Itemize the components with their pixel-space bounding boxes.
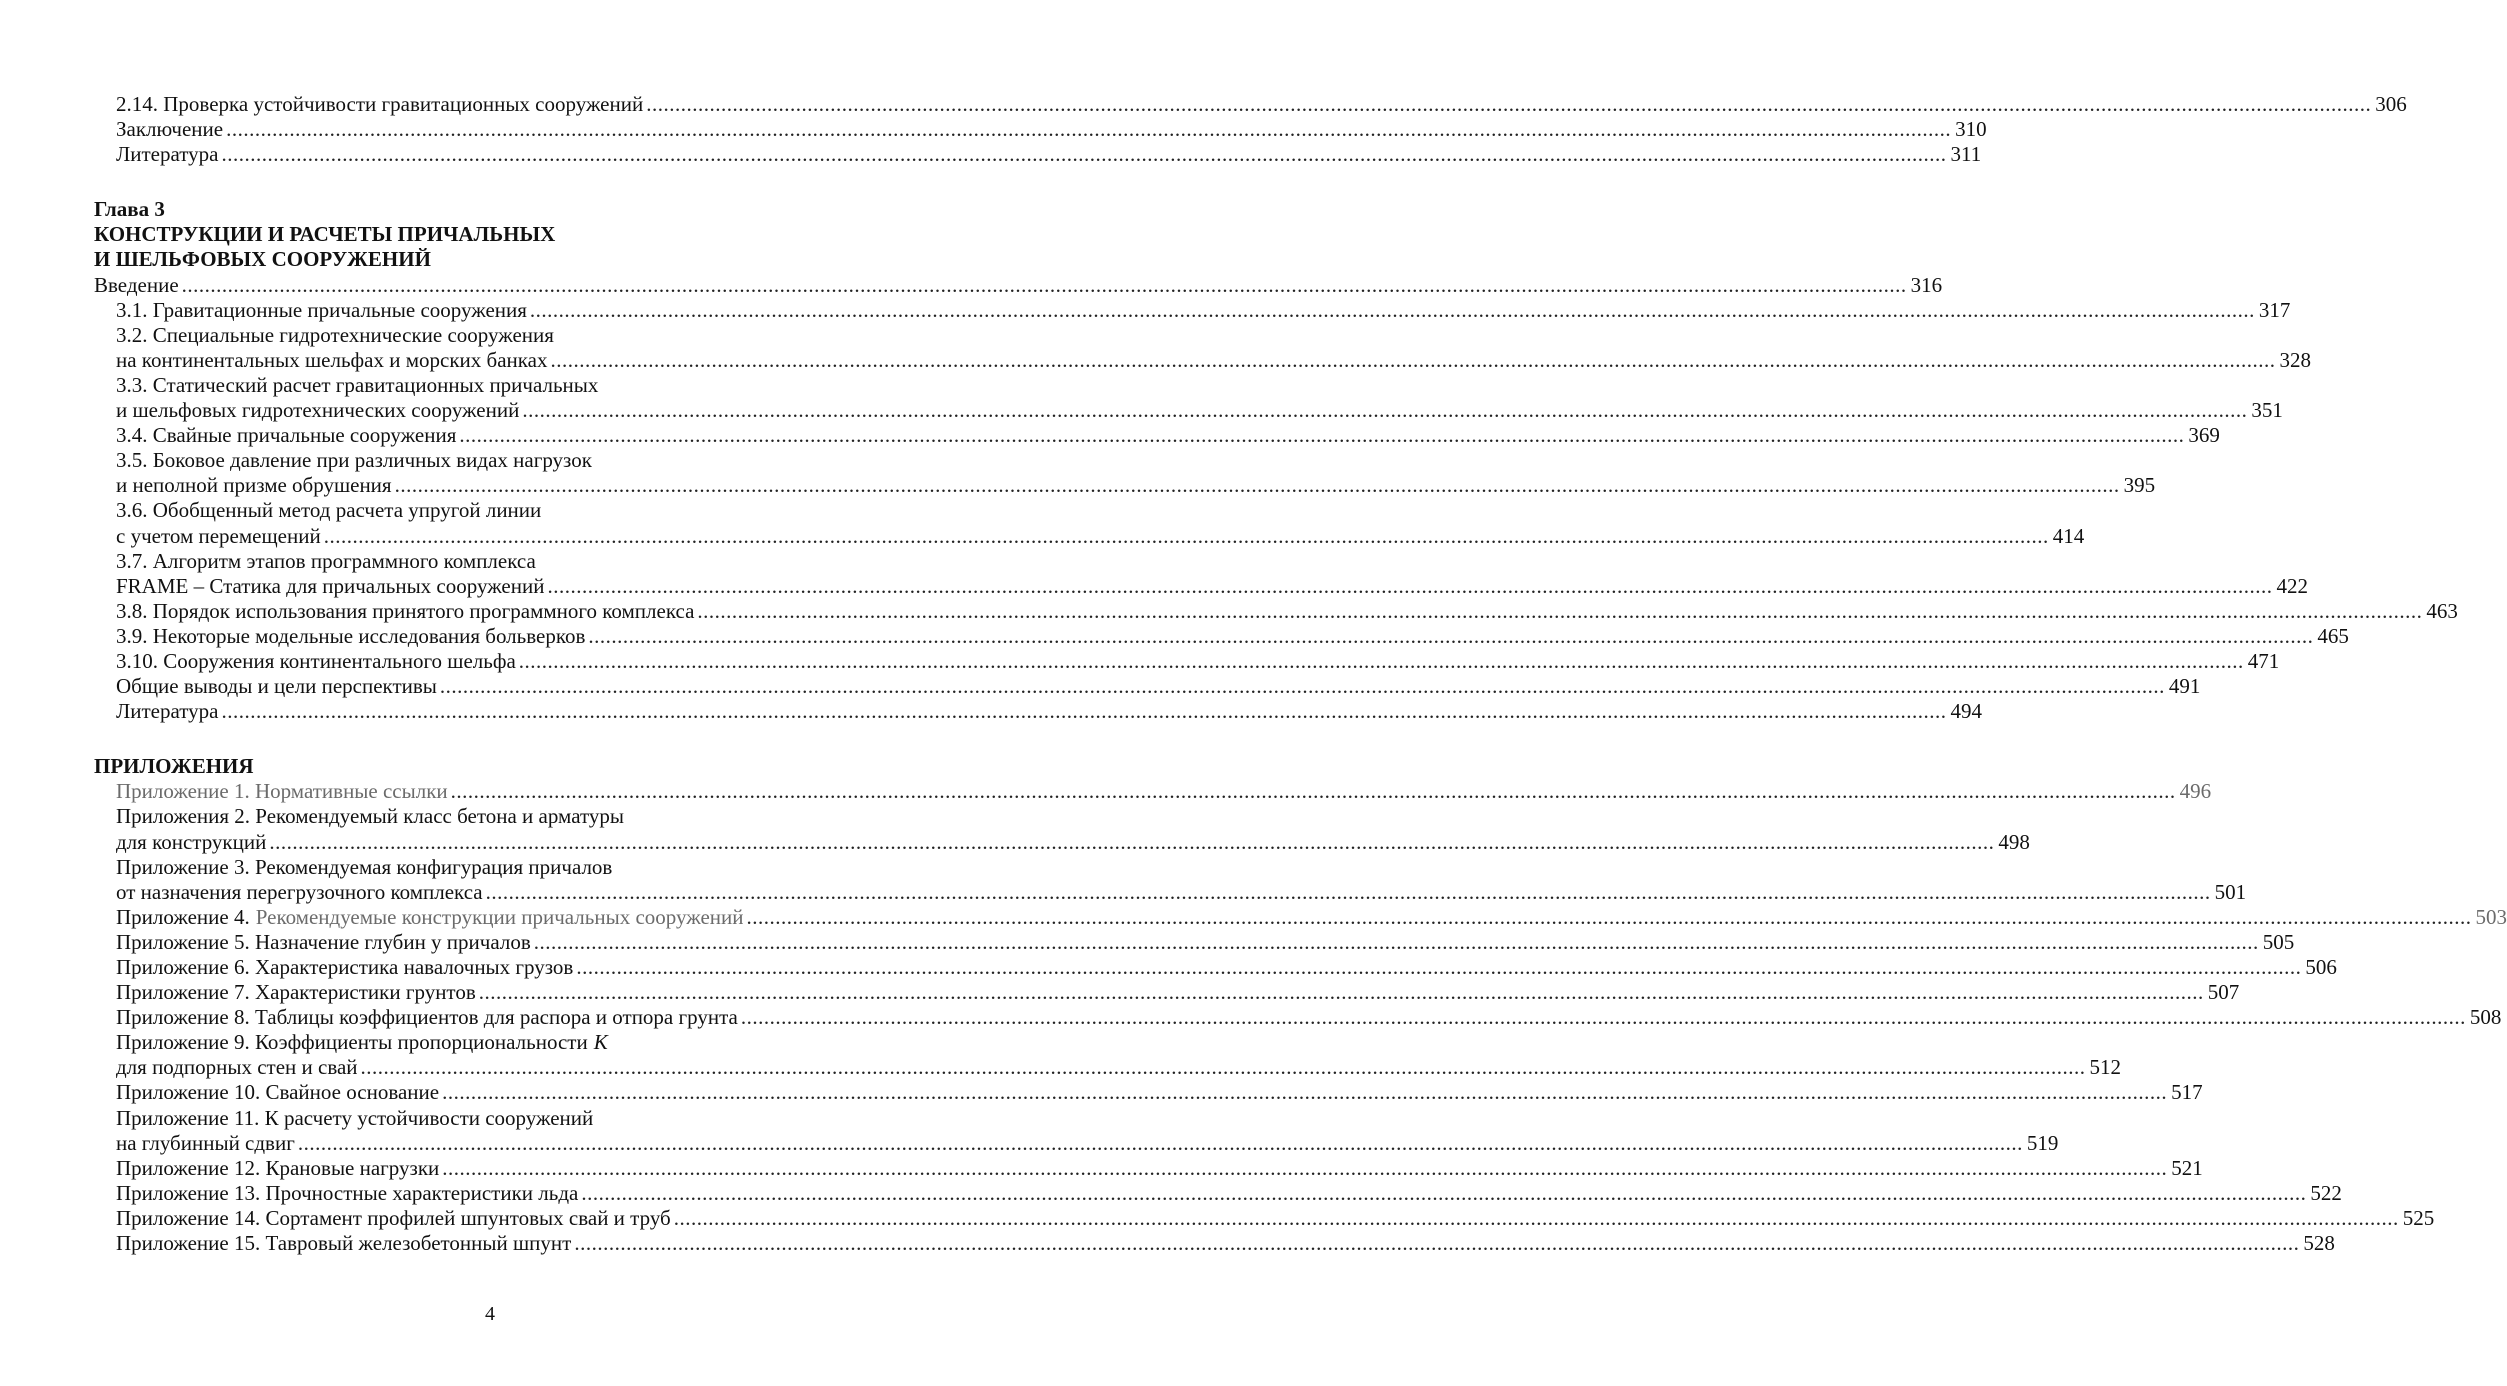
toc-entry: 3.9. Некоторые модельные исследования больверков ............................................................................................................................................................................................................................................................................................................ 465 — [116, 623, 2349, 648]
leader-dots: ............................................................................................................................................................................................................................................................................................................ — [478, 980, 2204, 1005]
table-of-contents — [94, 92, 2507, 1256]
toc-entry: 3.10. Сооружения континентального шельфа ............................................................................................................................................................................................................................................................................................................ 471 — [116, 648, 2280, 673]
leader-dots: ............................................................................................................................................................................................................................................................................................................ — [450, 779, 2176, 804]
leader-dots: ............................................................................................................................................................................................................................................................................................................ — [529, 297, 2255, 322]
leader-dots: ............................................................................................................................................................................................................................................................................................................ — [439, 674, 2165, 699]
toc-entry: Заключение ............................................................................................................................................................................................................................................................................................................ 310 — [116, 117, 1987, 142]
leader-dots: ............................................................................................................................................................................................................................................................................................................ — [522, 398, 2248, 423]
leader-dots: ............................................................................................................................................................................................................................................................................................................ — [740, 1005, 2466, 1030]
toc-entry: 3.8. Порядок использования принятого программного комплекса ............................................................................................................................................................................................................................................................................................................ 463 — [116, 598, 2458, 623]
chapter-title: И ШЕЛЬФОВЫХ СООРУЖЕНИЙ — [94, 247, 431, 272]
toc-entry-line: Приложение 11. К расчету устойчивости сооружений — [116, 1105, 594, 1130]
leader-dots: ............................................................................................................................................................................................................................................................................................................ — [485, 879, 2211, 904]
page-number: 4 — [485, 1303, 495, 1325]
leader-dots: ............................................................................................................................................................................................................................................................................................................ — [360, 1055, 2086, 1080]
toc-entry: Приложение 4. Рекомендуемые конструкции причальных сооружений ............................................................................................................................................................................................................................................................................................................ 503 — [116, 904, 2507, 929]
toc-entry-line: 3.7. Алгоритм этапов программного комплекса — [116, 548, 536, 573]
leader-dots: ............................................................................................................................................................................................................................................................................................................ — [746, 904, 2472, 929]
leader-dots: ............................................................................................................................................................................................................................................................................................................ — [442, 1080, 2168, 1105]
toc-entry: от назначения перегрузочного комплекса ............................................................................................................................................................................................................................................................................................................ 501 — [116, 879, 2247, 904]
leader-dots: ............................................................................................................................................................................................................................................................................................................ — [576, 955, 2302, 979]
chapter-title: КОНСТРУКЦИИ И РАСЧЕТЫ ПРИЧАЛЬНЫХ — [94, 222, 556, 247]
leader-dots: ............................................................................................................................................................................................................................................................................................................ — [181, 272, 1907, 297]
toc-entry: Приложение 8. Таблицы коэффициентов для распора и отпора грунта ............................................................................................................................................................................................................................................................................................................ 508 — [116, 1005, 2502, 1030]
toc-entry-line: Приложения 2. Рекомендуемый класс бетона и арматуры — [116, 804, 624, 829]
toc-entry: 3.1. Гравитационные причальные сооружения ............................................................................................................................................................................................................................................................................................................ 317 — [116, 297, 2291, 322]
toc-entry: FRAME – Статика для причальных сооружений ............................................................................................................................................................................................................................................................................................................ 422 — [116, 573, 2308, 598]
toc-entry-line: 3.5. Боковое давление при различных видах нагрузок — [116, 448, 592, 473]
leader-dots: ............................................................................................................................................................................................................................................................................................................ — [442, 1155, 2168, 1180]
toc-entry-line: Приложение 9. Коэффициенты пропорциональности K — [116, 1030, 608, 1055]
leader-dots: ............................................................................................................................................................................................................................................................................................................ — [518, 648, 2244, 673]
leader-dots: ............................................................................................................................................................................................................................................................................................................ — [697, 598, 2423, 623]
leader-dots: ............................................................................................................................................................................................................................................................................................................ — [574, 1231, 2300, 1256]
toc-entry-line: 3.6. Обобщенный метод расчета упругой линии — [116, 498, 542, 523]
toc-entry: Общие выводы и цели перспективы ............................................................................................................................................................................................................................................................................................................ 491 — [116, 674, 2201, 699]
leader-dots: ............................................................................................................................................................................................................................................................................................................ — [673, 1205, 2399, 1230]
toc-entry: для подпорных стен и свай ............................................................................................................................................................................................................................................................................................................ 512 — [116, 1055, 2122, 1080]
toc-entry: с учетом перемещений ............................................................................................................................................................................................................................................................................................................ 414 — [116, 523, 2085, 548]
toc-entry: 3.4. Свайные причальные сооружения ............................................................................................................................................................................................................................................................................................................ 369 — [116, 423, 2220, 448]
leader-dots: ............................................................................................................................................................................................................................................................................................................ — [221, 142, 1947, 167]
leader-dots: ............................................................................................................................................................................................................................................................................................................ — [588, 623, 2314, 648]
toc-entry: Приложение 12. Крановые нагрузки ............................................................................................................................................................................................................................................................................................................ 521 — [116, 1155, 2203, 1180]
leader-dots: ............................................................................................................................................................................................................................................................................................................ — [323, 523, 2049, 548]
appendices-heading: ПРИЛОЖЕНИЯ — [94, 754, 254, 779]
leader-dots: ............................................................................................................................................................................................................................................................................................................ — [550, 347, 2276, 372]
toc-entry: Приложение 13. Прочностные характеристики льда ............................................................................................................................................................................................................................................................................................................ 522 — [116, 1180, 2342, 1205]
toc-entry: Приложение 10. Свайное основание ............................................................................................................................................................................................................................................................................................................ 517 — [116, 1080, 2203, 1105]
toc-entry: и шельфовых гидротехнических сооружений ............................................................................................................................................................................................................................................................................................................ 351 — [116, 398, 2283, 423]
toc-entry-line: Приложение 3. Рекомендуемая конфигурация причалов — [116, 854, 613, 879]
toc-entry: и неполной призме обрушения ............................................................................................................................................................................................................................................................................................................ 395 — [116, 473, 2156, 498]
chapter-label: Глава 3 — [94, 197, 165, 222]
toc-entry: Литература ............................................................................................................................................................................................................................................................................................................ 494 — [116, 699, 1982, 724]
leader-dots: ............................................................................................................................................................................................................................................................................................................ — [269, 829, 1995, 854]
toc-entry: Приложение 5. Назначение глубин у причалов ............................................................................................................................................................................................................................................................................................................ 505 — [116, 929, 2295, 954]
leader-dots: ............................................................................................................................................................................................................................................................................................................ — [646, 92, 2372, 116]
toc-entry: Приложение 7. Характеристики грунтов ............................................................................................................................................................................................................................................................................................................ 507 — [116, 980, 2240, 1005]
leader-dots: ............................................................................................................................................................................................................................................................................................................ — [221, 699, 1947, 724]
leader-dots: ............................................................................................................................................................................................................................................................................................................ — [394, 473, 2120, 498]
toc-entry: Приложение 14. Сортамент профилей шпунтовых свай и труб ............................................................................................................................................................................................................................................................................................................ 525 — [116, 1205, 2435, 1230]
leader-dots: ............................................................................................................................................................................................................................................................................................................ — [547, 573, 2273, 598]
toc-entry: на глубинный сдвиг ............................................................................................................................................................................................................................................................................................................ 519 — [116, 1130, 2059, 1155]
toc-entry: Литература ............................................................................................................................................................................................................................................................................................................ 311 — [116, 142, 1982, 167]
leader-dots: ............................................................................................................................................................................................................................................................................................................ — [581, 1180, 2307, 1205]
toc-entry: Приложение 1. Нормативные ссылки ............................................................................................................................................................................................................................................................................................................ 496 — [116, 779, 2212, 804]
toc-entry-line: 3.2. Специальные гидротехнические сооружения — [116, 322, 554, 347]
toc-entry: Введение ............................................................................................................................................................................................................................................................................................................ 316 — [94, 272, 1943, 297]
toc-entry: Приложение 15. Тавровый железобетонный шпунт ............................................................................................................................................................................................................................................................................................................ 528 — [116, 1231, 2335, 1256]
toc-entry: 2.14. Проверка устойчивости гравитационных сооружений ............................................................................................................................................................................................................................................................................................................ 306 — [116, 92, 2407, 116]
leader-dots: ............................................................................................................................................................................................................................................................................................................ — [459, 423, 2185, 448]
variable-k: K — [593, 1030, 608, 1055]
leader-dots: ............................................................................................................................................................................................................................................................................................................ — [297, 1130, 2023, 1155]
toc-entry: на континентальных шельфах и морских банках ............................................................................................................................................................................................................................................................................................................ 328 — [116, 347, 2311, 372]
toc-entry: Приложение 6. Характеристика навалочных грузов ............................................................................................................................................................................................................................................................................................................ 506 — [116, 955, 2337, 979]
leader-dots: ............................................................................................................................................................................................................................................................................................................ — [533, 929, 2259, 954]
leader-dots: ............................................................................................................................................................................................................................................................................................................ — [226, 117, 1952, 142]
toc-entry-line: 3.3. Статический расчет гравитационных причальных — [116, 372, 599, 397]
toc-entry: для конструкций ............................................................................................................................................................................................................................................................................................................ 498 — [116, 829, 2030, 854]
